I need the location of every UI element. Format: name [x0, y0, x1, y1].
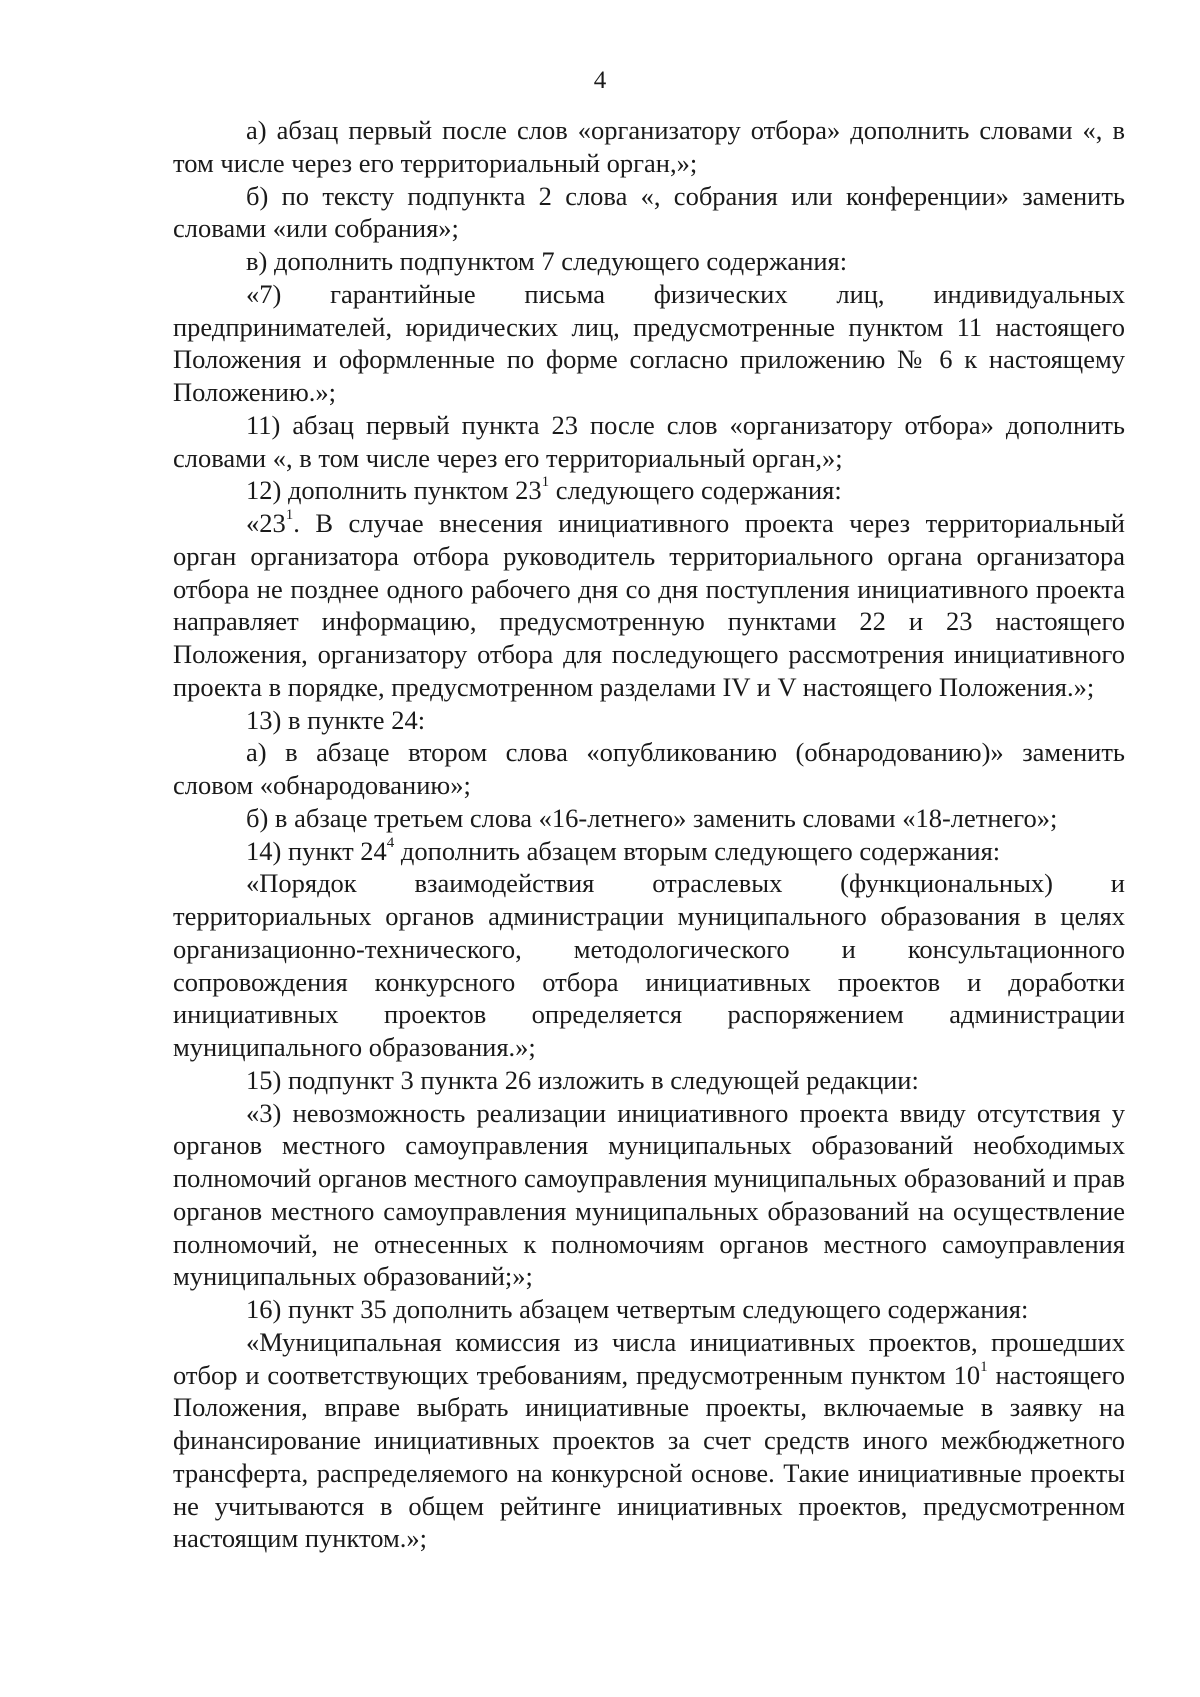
paragraph-text: 16) пункт 35 дополнить абзацем четвертым следующего содержания: [246, 1294, 1029, 1324]
paragraph-point-16 [173, 1293, 1125, 1326]
paragraph-item-a-13 [173, 736, 1125, 802]
paragraph-item-b-13 [173, 802, 1125, 835]
paragraph-quote-commission [173, 1326, 1125, 1555]
paragraph-text: . В случае внесения инициативного проекта через территориальный орган организатора отбора руководитель территориального органа организатора отбора не позднее одного рабочего дня со дня поступления инициативного проекта направляет информацию, предусмотренную пунктами 22 и 23 настоящего Положения, организатору отбора для последующего рассмотрения инициативного проекта в порядке, предусмотренном разделами IV и V настоящего Положения.»; [173, 508, 1125, 702]
paragraph-quote-23-1 [173, 507, 1125, 704]
paragraph-text: «Порядок взаимодействия отраслевых (функциональных) и территориальных органов администрации муниципального образования в целях организационно-технического, методологического и консультационного сопровождения конкурсного отбора инициативных проектов и доработки инициативных проектов определяется распоряжением администрации муниципального образования.»; [173, 868, 1125, 1062]
paragraph-item-b [173, 180, 1125, 246]
paragraph-text: 13) в пункте 24: [246, 704, 426, 735]
paragraph-point-11 [173, 409, 1125, 475]
paragraph-text: «Муниципальная комиссия из числа инициативных проектов, прошедших отбор и соответствующих требованиям, предусмотренным пунктом 10 [173, 1326, 1125, 1390]
paragraph-text: следующего содержания: [549, 475, 842, 506]
paragraph-text: 14) пункт 24 [246, 835, 387, 866]
paragraph-quote-7 [173, 278, 1125, 409]
paragraph-point-12 [173, 474, 1125, 507]
paragraph-quote-order [173, 867, 1125, 1064]
paragraph-text: 11) абзац первый пункта 23 после слов «организатору отбора» дополнить словами «, в том числе через его территориальный орган,»; [173, 409, 1125, 473]
paragraph-point-14 [173, 835, 1125, 868]
document-body [173, 114, 1125, 1555]
paragraph-text: настоящего Положения, вправе выбрать инициативные проекты, включаемые в заявку на финансирование инициативных проектов за счет средств иного межбюджетного трансферта, распределяемого на конкурсной основе. Такие инициативные проекты не учитываются в общем рейтинге инициативных проектов, предусмотренном настоящим пунктом.»; [173, 1359, 1125, 1554]
paragraph-text: а) в абзаце втором слова «опубликованию (обнародованию)» заменить словом «обнародованию»; [173, 737, 1125, 800]
paragraph-text: дополнить абзацем вторым следующего содержания: [394, 835, 1001, 866]
superscript: 1 [980, 1358, 988, 1375]
paragraph-text: «3) невозможность реализации инициативного проекта ввиду отсутствия у органов местного самоуправления муниципальных образований необходимых полномочий органов местного самоуправления муниципальных образований и прав органов местного самоуправления муниципальных образований на осуществление полномочий, не отнесенных к полномочиям органов местного самоуправления муниципальных образований;»; [173, 1097, 1125, 1292]
paragraph-item-v [173, 245, 1125, 278]
paragraph-text: «23 [246, 508, 286, 538]
paragraph-point-15 [173, 1064, 1125, 1097]
page-number: 4 [593, 67, 607, 94]
paragraph-quote-3 [173, 1097, 1125, 1294]
superscript: 1 [285, 507, 294, 524]
paragraph-text: 12) дополнить пунктом 23 [246, 475, 542, 506]
paragraph-text: а) абзац первый после слов «организатору отбора» дополнить словами «, в том числе через его территориальный орган,»; [173, 115, 1125, 178]
superscript: 4 [386, 834, 395, 851]
paragraph-text: 15) подпункт 3 пункта 26 изложить в следующей редакции: [246, 1064, 919, 1095]
paragraph-text: б) в абзаце третьем слова «16-летнего» заменить словами «18-летнего»; [246, 802, 1058, 833]
superscript: 1 [541, 474, 550, 491]
paragraph-text: «7) гарантийные письма физических лиц, индивидуальных предпринимателей, юридических лиц, предусмотренные пунктом 11 настоящего Положения и оформленные по форме согласно приложению № 6 к настоящему Положению.»; [173, 278, 1125, 407]
paragraph-point-13 [173, 704, 1125, 737]
paragraph-item-a [173, 114, 1125, 180]
paragraph-text: в) дополнить подпунктом 7 следующего содержания: [246, 246, 848, 276]
paragraph-text: б) по тексту подпункта 2 слова «, собрания или конференции» заменить словами «или собрания»; [173, 180, 1125, 244]
